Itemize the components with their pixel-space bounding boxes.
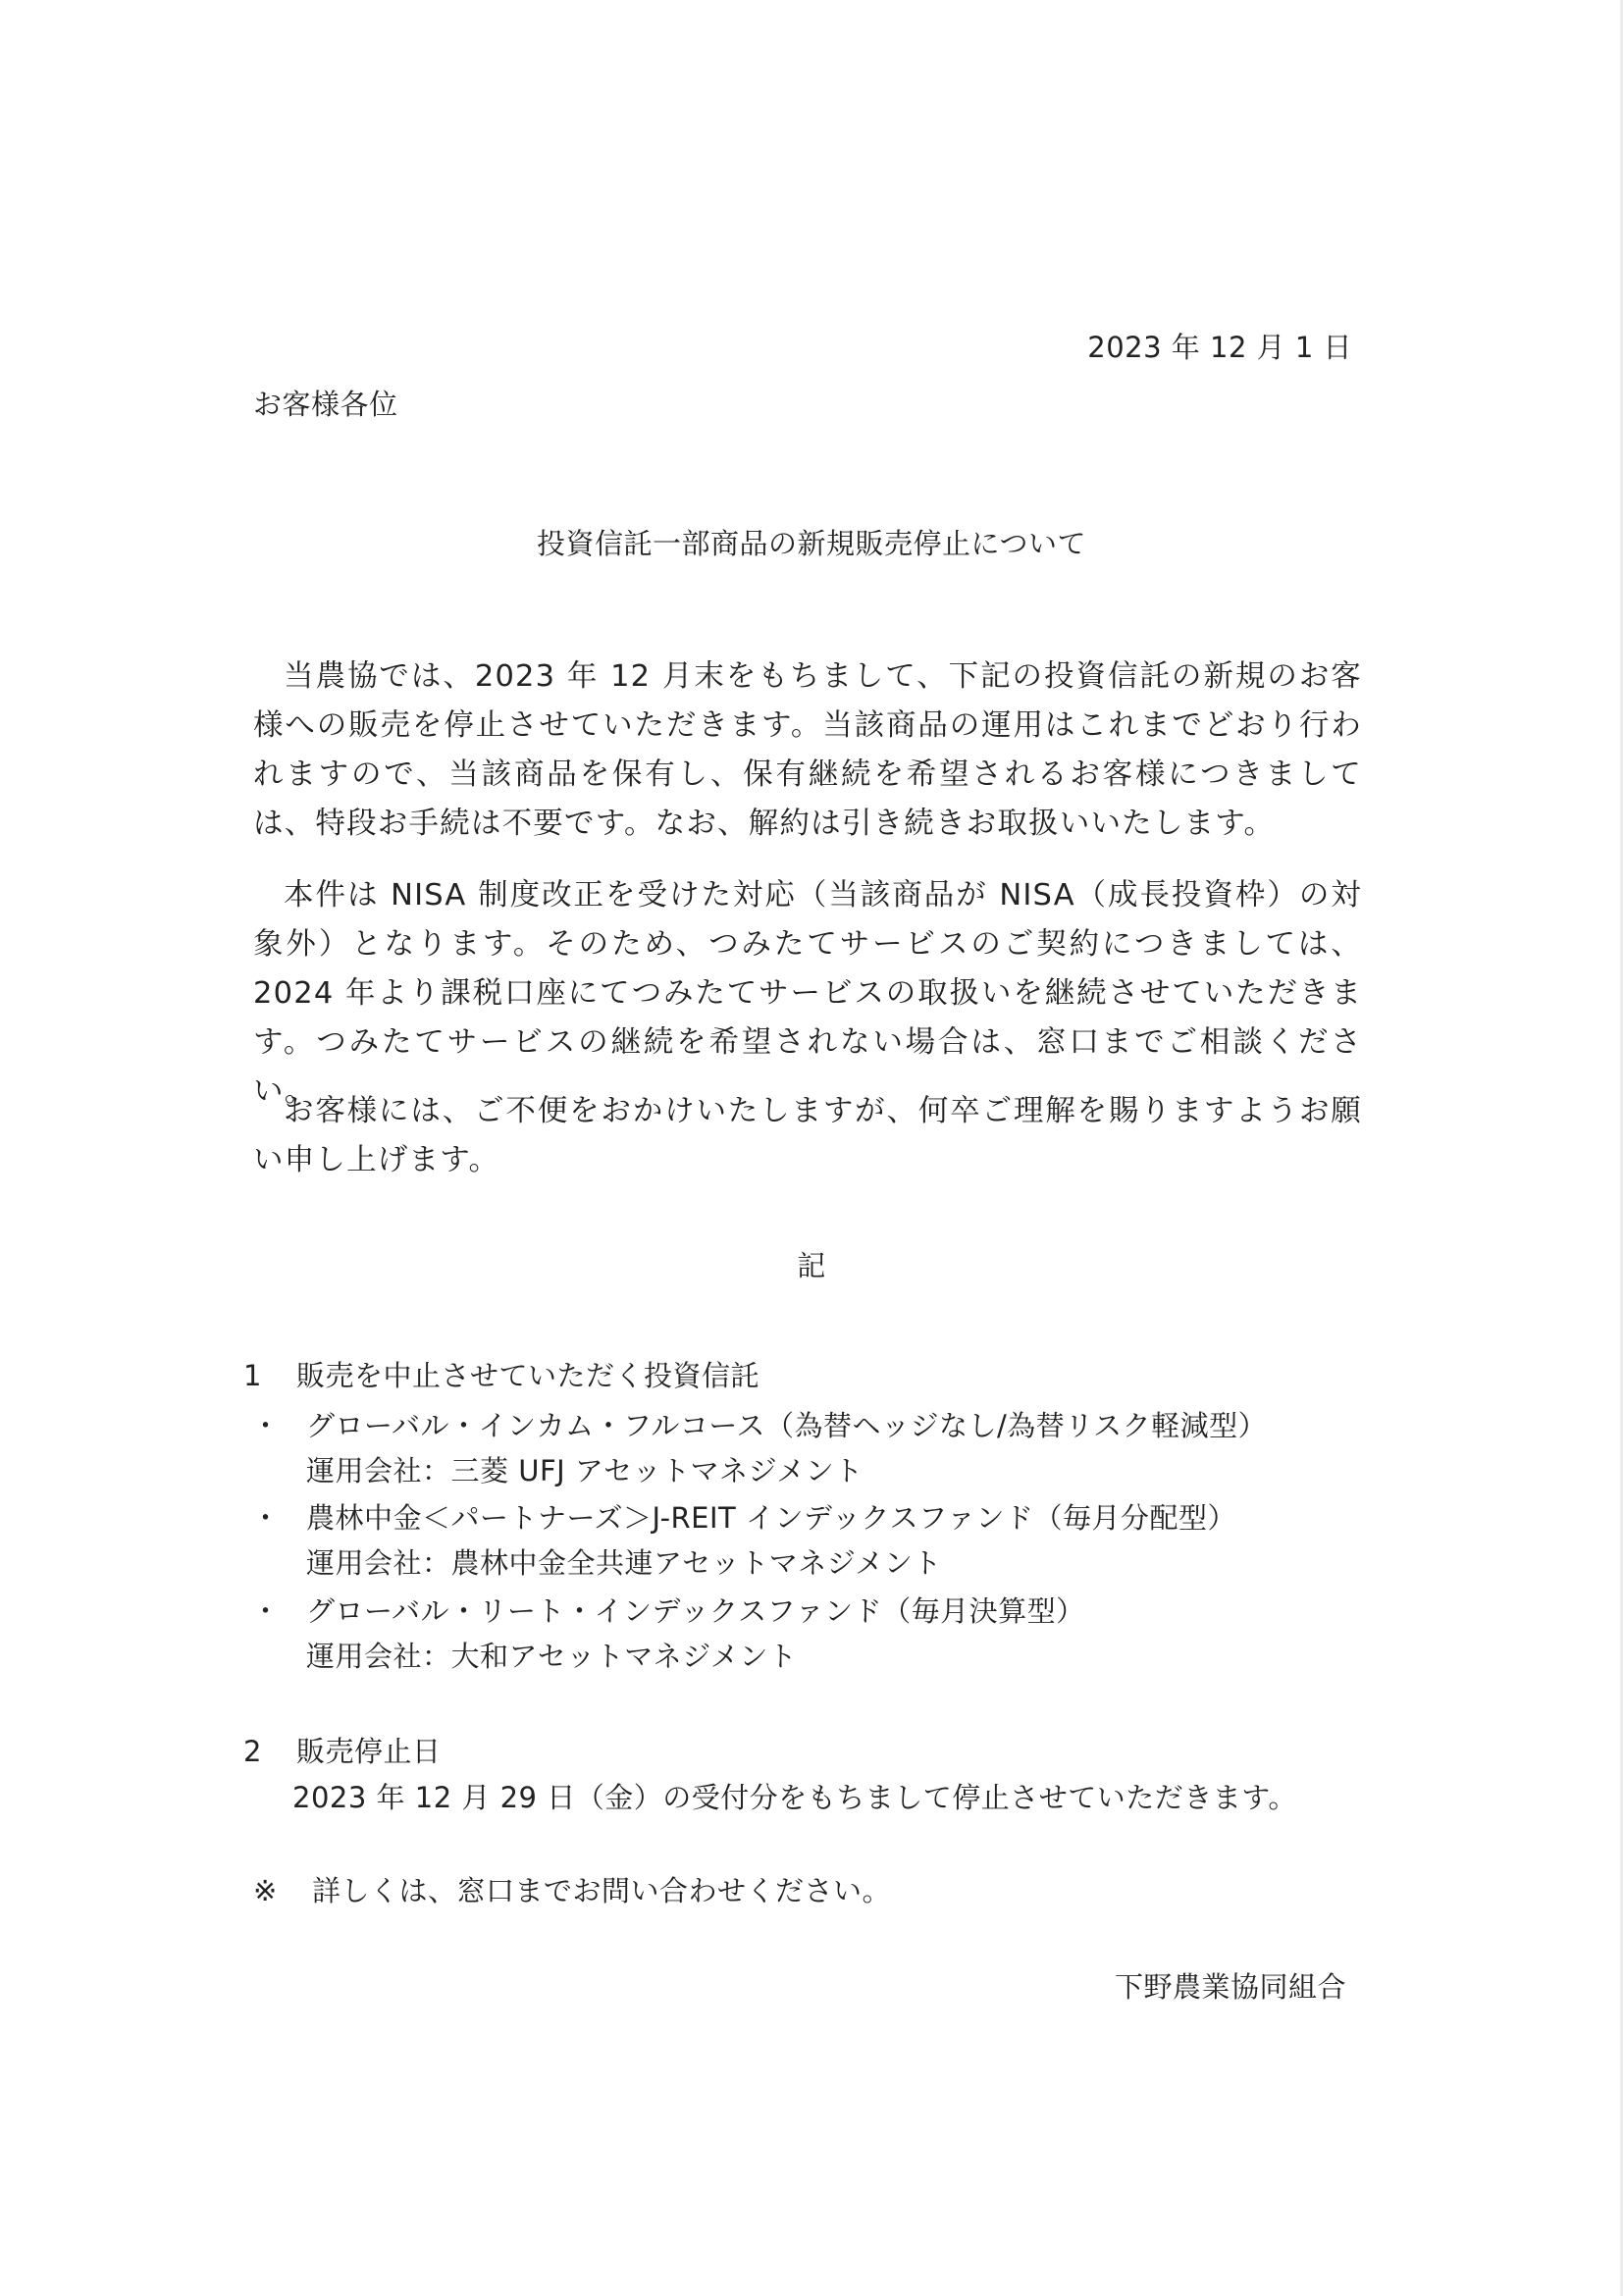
fund-name-2: 農林中金＜パートナーズ＞J-REIT インデックスファンド（毎月分配型） <box>306 1501 1237 1535</box>
section-2-heading: 販売停止日 <box>296 1735 442 1768</box>
ki-heading: 記 <box>797 1249 826 1282</box>
body-paragraph-3: お客様には、ご不便をおかけいたしますが、何卒ご理解を賜りますようお願い申し上げます。 <box>253 1094 1362 1177</box>
section-1-heading: 販売を中止させていただく投資信託 <box>296 1359 760 1392</box>
section-2-detail: 2023 年 12 月 29 日（金）の受付分をもちまして停止させていただきます。 <box>292 1781 1297 1814</box>
fund-company-1: 運用会社：三菱 UFJ アセットマネジメント <box>306 1454 864 1487</box>
fund-company-3: 運用会社：大和アセットマネジメント <box>306 1640 798 1673</box>
addressee: お客様各位 <box>253 388 398 421</box>
document-date: 2023 年 12 月 1 日 <box>1087 331 1352 364</box>
bullet-3: ・ <box>251 1594 281 1628</box>
fund-name-1: グローバル・インカム・フルコース（為替ヘッジなし/為替リスク軽減型） <box>306 1409 1268 1442</box>
document-title: 投資信託一部商品の新規販売停止について <box>537 527 1086 560</box>
fund-name-3: グローバル・リート・インデックスファンド（毎月決算型） <box>306 1594 1085 1628</box>
section-1-number: 1 <box>243 1359 262 1392</box>
fund-company-2: 運用会社：農林中金全共連アセットマネジメント <box>306 1546 942 1580</box>
issuer-signature: 下野農業協同組合 <box>1114 1970 1346 2004</box>
note-mark: ※ <box>253 1874 278 1907</box>
body-paragraph-1: 当農協では、2023 年 12 月末をもちまして、下記の投資信託の新規のお客様への販売を停止させていただきます。当該商品の運用はこれまでどおり行われますので、当該商品を保有し、保有継続を希望されるお客様につきましては、特段お手続は不要です。なお、解約は引き続きお取扱いいたします。 <box>253 659 1362 841</box>
section-2-number: 2 <box>243 1735 262 1768</box>
note-text: 詳しくは、窓口までお問い合わせください。 <box>312 1874 892 1907</box>
bullet-1: ・ <box>251 1409 281 1442</box>
bullet-2: ・ <box>251 1501 281 1535</box>
body-paragraph-2: 本件は NISA 制度改正を受けた対応（当該商品が NISA（成長投資枠）の対象外）となります。そのため、つみたてサービスのご契約につきましては、2024 年より課税口座にてつみたてサービスの取扱いを継続させていただきます。つみたてサービスの継続を希望されない場合は、窓口までご相談ください。 <box>253 878 1362 1109</box>
